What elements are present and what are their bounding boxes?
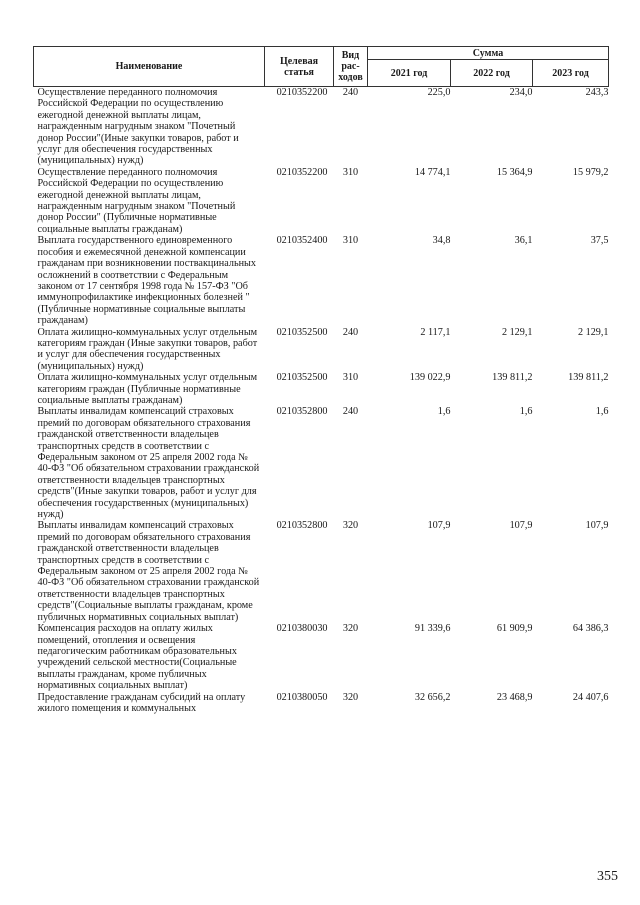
- table-row: [34, 692, 609, 715]
- row-name-cell: Предоставление гражданам субсидий на оплату жилого помещения и коммунальных: [37, 691, 246, 714]
- row-2023-cell: 15 979,2: [572, 166, 609, 178]
- row-2023-cell: 24 407,6: [572, 691, 609, 703]
- table-row: [34, 87, 609, 167]
- header-sum: Сумма: [368, 47, 609, 60]
- header-code: Целевая статья: [265, 47, 334, 87]
- row-name-cell: Выплата государственного единовременного пособия и ежемесячной денежной компенсации гражданам при возникновении поствакцинальных осложнений в соответствии с Федеральным законом от 17 сентября 1998 года № 157-ФЗ "Об иммунопрофилактике инфекционных болезней "(Публичные нормативные социальные выплаты гражданам): [37, 235, 256, 327]
- row-2023-cell: 243,3: [585, 87, 609, 98]
- row-code-cell: 0210352500: [276, 372, 328, 384]
- row-2022-cell: 15 364,9: [496, 166, 533, 178]
- table-row: [34, 372, 609, 406]
- row-2022-cell: 61 909,9: [496, 623, 533, 635]
- row-type-cell: 240: [342, 87, 359, 98]
- row-name-cell: Компенсация расходов на оплату жилых помещений, отопления и освещения педагогическим работникам образовательных учреждений сельской местности(Социальные выплаты гражданам, кроме публичных нормативных социальных выплат): [37, 623, 237, 692]
- row-2021-cell: 107,9: [427, 520, 451, 532]
- row-type-cell: 320: [342, 691, 359, 703]
- row-2022-cell: 234,0: [509, 87, 533, 98]
- row-type-cell: 320: [342, 623, 359, 635]
- row-type-cell: 320: [342, 520, 359, 532]
- row-2023-cell: 107,9: [585, 520, 609, 532]
- row-2023-cell: 2 129,1: [577, 326, 609, 338]
- row-type-cell: 240: [342, 326, 359, 338]
- row-code-cell: 0210380030: [276, 623, 328, 635]
- row-2022-cell: 2 129,1: [501, 326, 533, 338]
- row-name-cell: Выплаты инвалидам компенсаций страховых премий по договорам обязательного страхования гражданской ответственности владельцев транспортных средств в соответствии с Федеральным законом от 25 апреля 2002 года № 40-ФЗ "Об обязательном страховании гражданской ответственности владельцев транспортных средств"(Социальные выплаты гражданам, кроме публичных нормативных социальных выплат): [37, 520, 260, 623]
- row-name-cell: Осуществление переданного полномочия Российской Федерации по осуществлению ежегодной денежной выплаты лицам, награжденным нагрудным знаком "Почетный донор России"(Иные закупки товаров, работ и услуг для обеспечения государственных (муниципальных) нужд): [37, 87, 239, 167]
- row-code-cell: 0210352500: [276, 326, 328, 338]
- row-2021-cell: 91 339,6: [414, 623, 451, 635]
- table-row: [34, 406, 609, 520]
- row-2022-cell: 36,1: [514, 235, 533, 247]
- row-2023-cell: 139 811,2: [568, 372, 609, 384]
- row-2022-cell: 139 811,2: [492, 372, 533, 384]
- row-code-cell: 0210352200: [276, 87, 328, 98]
- row-2021-cell: 1,6: [437, 406, 451, 418]
- row-code-cell: 0210352400: [276, 235, 328, 247]
- row-2021-cell: 32 656,2: [414, 691, 451, 703]
- row-2022-cell: 1,6: [519, 406, 533, 418]
- header-year-2021: 2021 год: [368, 60, 451, 87]
- row-type-cell: 310: [342, 166, 359, 178]
- table-row: [34, 623, 609, 691]
- row-type-cell: 240: [342, 406, 359, 418]
- header-name: Наименование: [34, 47, 265, 87]
- header-year-2022: 2022 год: [451, 60, 533, 87]
- table-row: [34, 520, 609, 623]
- header-year-2023: 2023 год: [533, 60, 609, 87]
- table-row: [34, 235, 609, 326]
- table-header: [34, 47, 609, 87]
- row-type-cell: 310: [342, 372, 359, 384]
- row-code-cell: 0210352200: [276, 166, 328, 178]
- row-code-cell: 0210380050: [276, 691, 328, 703]
- row-2023-cell: 64 386,3: [572, 623, 609, 635]
- row-code-cell: 0210352800: [276, 406, 328, 418]
- row-name-cell: Осуществление переданного полномочия Российской Федерации по осуществлению ежегодной денежной выплаты лицам, награжденным нагрудным знаком "Почетный донор России" (Публичные нормативные социальные выплаты гражданам): [37, 166, 236, 235]
- table-row: [34, 327, 609, 373]
- row-name-cell: Оплата жилищно-коммунальных услуг отдельным категориям граждан (Публичные нормативные социальные выплаты гражданам): [37, 372, 258, 406]
- row-2022-cell: 107,9: [509, 520, 533, 532]
- budget-table: [33, 46, 609, 714]
- row-name-cell: Выплаты инвалидам компенсаций страховых премий по договорам обязательного страхования гражданской ответственности владельцев транспортных средств в соответствии с Федеральным законом от 25 апреля 2002 года № 40-ФЗ "Об обязательном страховании гражданской ответственности владельцев транспортных средств"(Иные закупки товаров, работ и услуг для обеспечения государственных (муниципальных) нужд): [37, 406, 260, 521]
- row-2023-cell: 37,5: [590, 235, 609, 247]
- header-type: Вид рас- ходов: [334, 47, 368, 87]
- row-type-cell: 310: [342, 235, 359, 247]
- row-2021-cell: 225,0: [427, 87, 451, 98]
- row-2021-cell: 34,8: [432, 235, 451, 247]
- row-code-cell: 0210352800: [276, 520, 328, 532]
- row-2022-cell: 23 468,9: [496, 691, 533, 703]
- table-row: [34, 167, 609, 235]
- page-number: 355: [597, 869, 618, 884]
- row-2021-cell: 139 022,9: [409, 372, 451, 384]
- row-2021-cell: 2 117,1: [420, 326, 451, 338]
- table-body: [34, 87, 609, 715]
- row-2021-cell: 14 774,1: [414, 166, 451, 178]
- row-name-cell: Оплата жилищно-коммунальных услуг отдельным категориям граждан (Иные закупки товаров, работ и услуг для обеспечения государственных (муниципальных) нужд): [37, 326, 258, 372]
- row-2023-cell: 1,6: [595, 406, 609, 418]
